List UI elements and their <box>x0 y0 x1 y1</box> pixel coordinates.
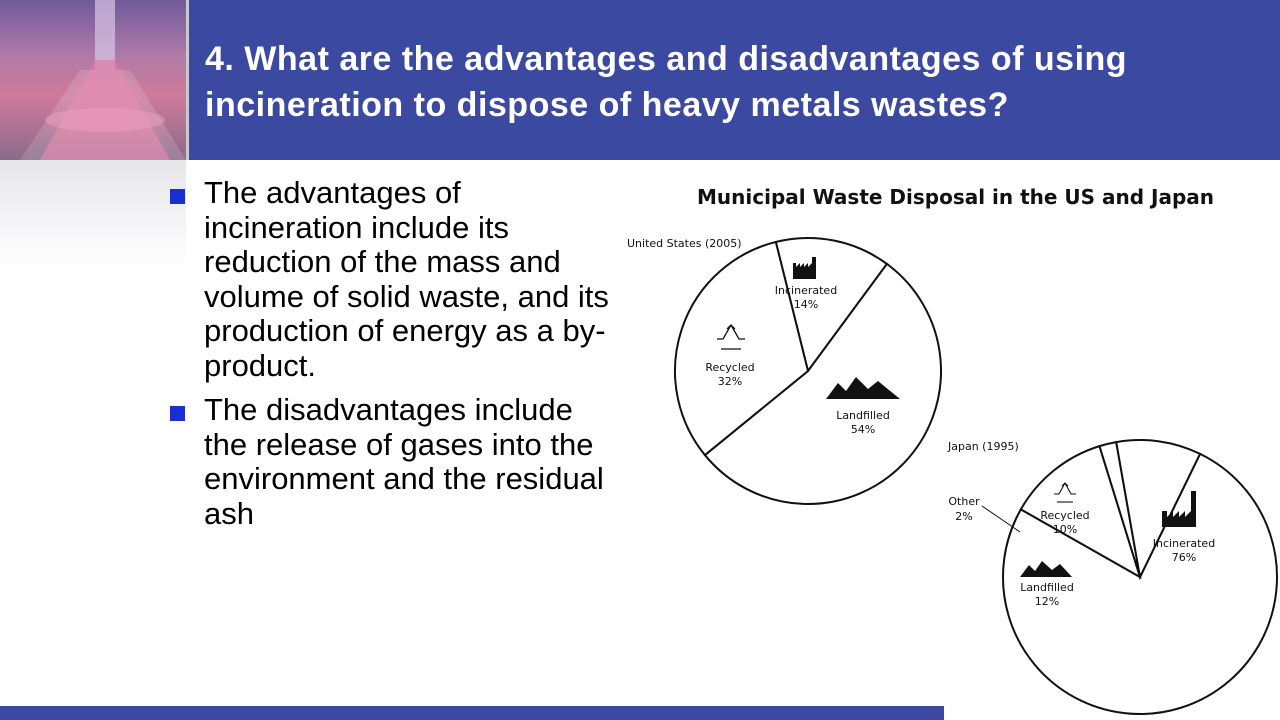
bullet-list <box>170 176 620 541</box>
slice-name: Landfilled <box>1020 581 1074 594</box>
slice-name: Other <box>948 495 980 508</box>
footer-band <box>0 706 944 720</box>
slice-value: 2% <box>955 510 973 523</box>
flask-reflection <box>0 160 186 270</box>
japan-chart-label: Japan (1995) <box>948 440 1019 453</box>
other-leader-line <box>982 506 1020 532</box>
slice-value: 10% <box>1052 523 1078 536</box>
bullet-text: The advantages of incineration include its reduction of the mass and volume of solid waste, and its production of energy as a by-product. <box>204 175 609 383</box>
flask-illustration <box>0 0 186 160</box>
slice-value: 12% <box>1034 595 1060 608</box>
slice-name: Incinerated <box>774 284 838 297</box>
flask-image <box>0 0 186 160</box>
slice-name: Recycled <box>705 361 755 374</box>
slice-value: 32% <box>717 375 743 388</box>
bullet-item <box>170 176 620 383</box>
pie-chart-figure <box>600 165 1280 720</box>
bullet-marker <box>170 406 185 421</box>
slice-name: Landfilled <box>836 409 890 422</box>
us-chart-label: United States (2005) <box>627 237 742 250</box>
bullet-text: The disadvantages include the release of gases into the environment and the residual ash <box>204 392 604 531</box>
slice-value: 76% <box>1171 551 1197 564</box>
slice-name: Recycled <box>1040 509 1090 522</box>
slice-value: 14% <box>793 298 819 311</box>
header-divider <box>186 0 189 160</box>
chart-title: Municipal Waste Disposal in the US and Japan <box>697 185 1215 209</box>
slice-value: 54% <box>850 423 876 436</box>
slice-name: Incinerated <box>1152 537 1216 550</box>
slide-title: 4. What are the advantages and disadvantages of using incineration to dispose of heavy metals wastes? <box>205 40 1128 124</box>
bullet-item <box>170 393 620 531</box>
japan-slice-label-other <box>948 495 1020 532</box>
bullet-marker <box>170 189 185 204</box>
